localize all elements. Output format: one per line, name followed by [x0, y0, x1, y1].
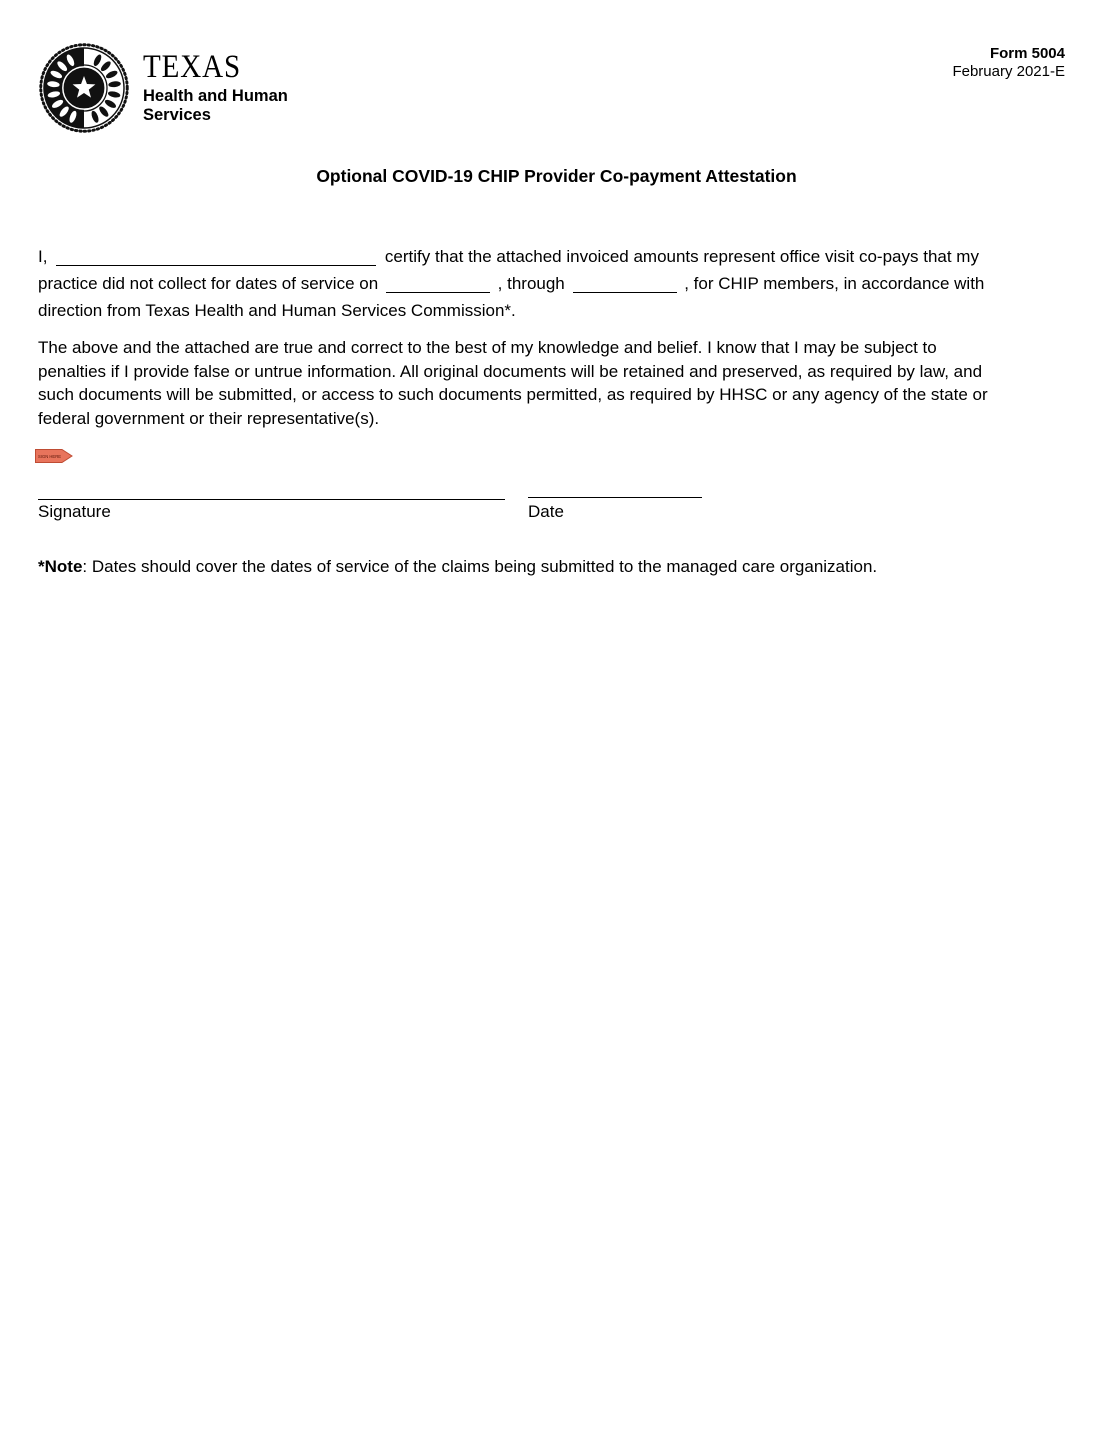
- footnote-text: : Dates should cover the dates of service of the claims being submitted to the managed care organization.: [82, 557, 878, 576]
- service-date-to-blank[interactable]: [573, 277, 677, 293]
- footnote: [38, 557, 877, 577]
- sign-here-flag-icon: [35, 449, 73, 463]
- logo-text: [143, 42, 288, 125]
- form-info: [952, 45, 1065, 81]
- certification-line2: penalties if I provide false or untrue information. All original documents will be retained and preserved, as required by law, and: [38, 361, 983, 381]
- footnote-bold: *Note: [38, 557, 83, 576]
- texas-hhs-seal-icon: [38, 42, 130, 134]
- attestation-line2-part1: practice did not collect for dates of service on: [38, 274, 379, 293]
- logo-subtitle-line1: Health and Human: [143, 87, 288, 105]
- attestation-line1: [38, 243, 984, 270]
- attestation-paragraph: [38, 243, 984, 324]
- date-label: Date: [528, 502, 564, 521]
- logo-subtitle-line2: Services: [143, 106, 211, 124]
- certification-paragraph: [38, 336, 988, 430]
- logo-texas-wordmark: TEXAS: [143, 49, 241, 85]
- certification-line1: The above and the attached are true and correct to the best of my knowledge and belief. I know that I may be subject to: [38, 338, 937, 357]
- attestation-line1-suffix: certify that the attached invoiced amounts represent office visit co-pays that my: [384, 247, 979, 266]
- attestation-line2-part3: , for CHIP members, in accordance with: [684, 274, 985, 293]
- signature-label: Signature: [38, 502, 111, 521]
- date-block: [528, 486, 702, 522]
- attestation-line3: direction from Texas Health and Human Services Commission*.: [38, 301, 516, 320]
- signature-line[interactable]: [38, 488, 505, 500]
- certification-line3: such documents will be submitted, or access to such documents permitted, as required by HHSC or any agency of the state or: [38, 385, 988, 405]
- service-date-from-blank[interactable]: [386, 277, 490, 293]
- signature-block: [38, 488, 505, 522]
- provider-name-blank[interactable]: [56, 250, 376, 266]
- certification-line4: federal government or their representative(s).: [38, 408, 380, 428]
- texas-hhs-logo: [38, 42, 288, 134]
- attestation-line2-part2: , through: [497, 274, 565, 293]
- date-line[interactable]: [528, 486, 702, 498]
- sign-here-flag-label: SIGN HERE: [38, 454, 62, 459]
- attestation-line1-prefix: I,: [38, 247, 48, 266]
- form-revision-date: February 2021-E: [952, 63, 1065, 80]
- attestation-line2: [38, 270, 984, 297]
- form-title: Optional COVID-19 CHIP Provider Co-payment Attestation: [316, 166, 797, 186]
- form-number: Form 5004: [989, 45, 1065, 62]
